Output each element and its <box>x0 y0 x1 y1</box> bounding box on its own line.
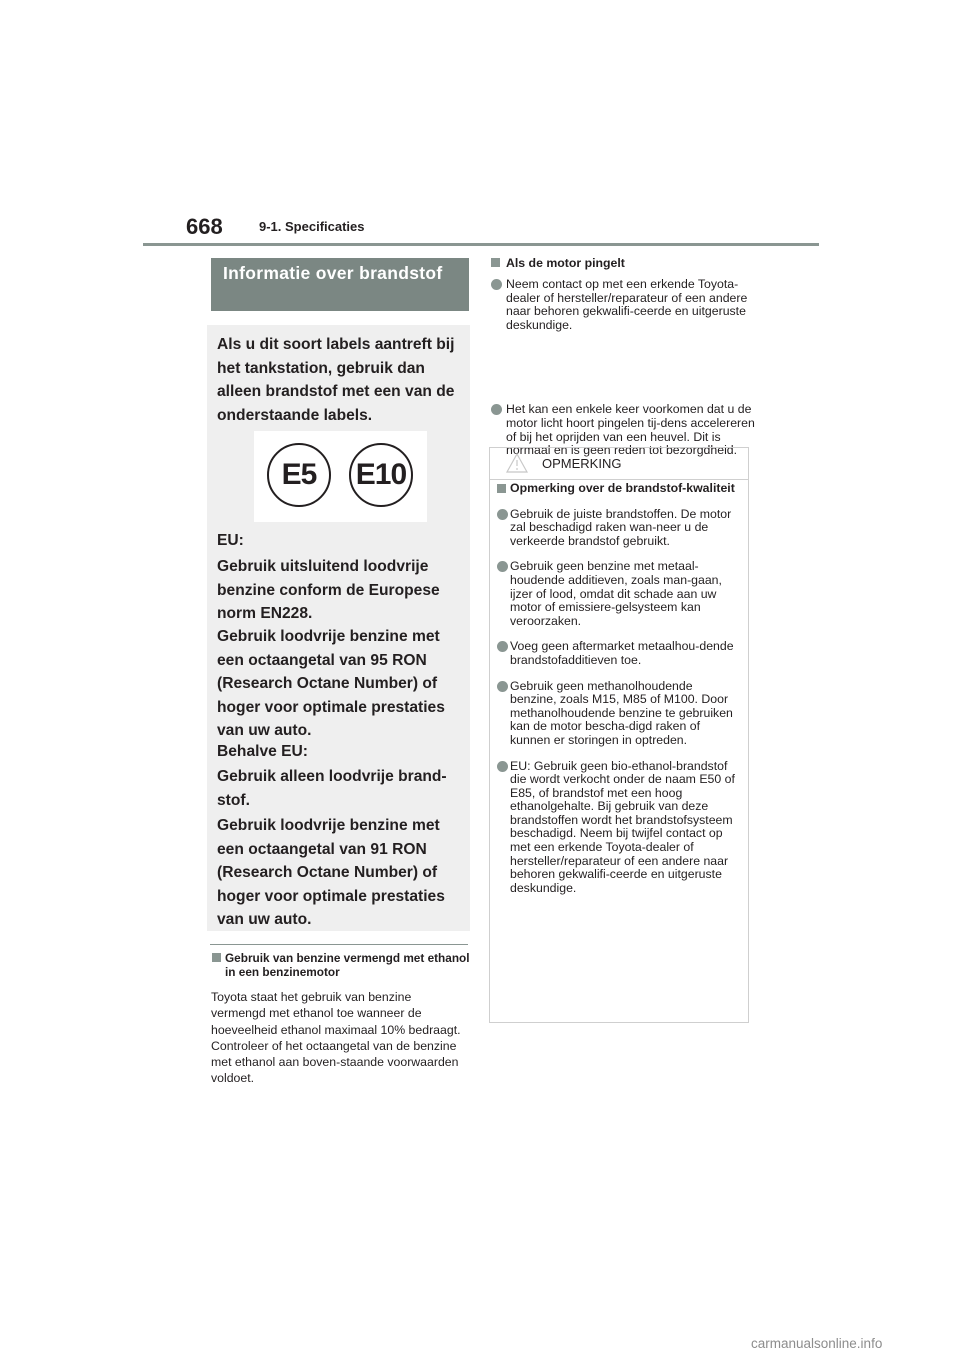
round-bullet-icon <box>497 509 508 520</box>
eu-label: EU: <box>217 532 244 549</box>
e5-label: E5 <box>267 443 331 507</box>
notice-item <box>497 640 742 667</box>
e10-label: E10 <box>349 443 413 507</box>
knock-heading <box>491 256 753 270</box>
ethanol-body: Toyota staat het gebruik van benzine vermengd met ethanol toe wanneer de hoeveelheid ethanol maximaal 10% bedraagt. Controleer of het octaangetal van de benzine met ethanol aan boven-staande voorwaarden voldoet. <box>211 990 461 1086</box>
knock-item <box>491 278 768 332</box>
section-title: 9-1. Specificaties <box>259 219 365 234</box>
notice-title: OPMERKING <box>542 456 622 471</box>
ethanol-rule <box>210 944 468 945</box>
round-bullet-icon <box>491 404 502 415</box>
eu-octane: Gebruik loodvrije benzine met een octaangetal van 95 RON (Research Octane Number) of hoger voor optimale prestaties van uw auto. <box>217 628 445 739</box>
notice-box <box>489 447 749 1023</box>
page-number: 668 <box>186 214 223 239</box>
watermark: carmanualsonline.info <box>751 1336 883 1351</box>
notice-heading <box>497 482 742 496</box>
knock-item-text: Het kan een enkele keer voorkomen dat u de motor licht hoort pingelen tij-dens accelereren of bij het oprijden van een heuvel. Dit is normaal en is geen reden tot bezorgdheid. <box>506 402 755 458</box>
info-lead: Als u dit soort labels aantreft bij het tankstation, gebruik dan alleen brandstof met een van de onderstaande labels. <box>217 336 455 424</box>
notice-item-text: Voeg geen aftermarket metaalhou-dende brandstofadditieven toe. <box>510 639 734 667</box>
notice-item-text: Gebruik de juiste brandstoffen. De motor zal beschadigd raken wan-neer u de verkeerde brandstof gebruikt. <box>510 506 732 548</box>
round-bullet-icon <box>491 279 502 290</box>
info-heading: Informatie over brandstof <box>211 258 469 311</box>
warning-icon <box>506 453 528 473</box>
notice-heading-text: Opmerking over de brandstof-kwaliteit <box>510 481 735 495</box>
ethanol-heading-text: Gebruik van benzine vermengd met ethanol in een benzinemotor <box>225 951 470 979</box>
non-eu-text: Gebruik alleen loodvrije brand-stof. <box>217 768 447 809</box>
square-bullet-icon <box>491 258 500 267</box>
notice-item <box>497 760 742 896</box>
notice-body <box>497 482 742 907</box>
non-eu-octane: Gebruik loodvrije benzine met een octaangetal van 91 RON (Research Octane Number) of hoger voor optimale prestaties van uw auto. <box>217 817 445 928</box>
eu-text: Gebruik uitsluitend loodvrije benzine conform de Europese norm EN228. <box>217 558 440 622</box>
notice-item-text: EU: Gebruik geen bio-ethanol-brandstof die wordt verkocht onder de naam E50 of E85, of brandstof met een hoog ethanolgehalte. Bij gebruik van deze brandstoffen wordt het brandstofsysteem beschadigd. Neem bij twijfel contact op met een erkende Toyota-dealer of hersteller/reparateur of een andere naar behoren gekwalifi-ceerde en uitgeruste deskundige. <box>510 758 735 895</box>
square-bullet-icon <box>212 953 221 962</box>
header-rule <box>143 243 819 246</box>
knock-heading-text: Als de motor pingelt <box>506 256 625 270</box>
notice-item-text: Gebruik geen methanolhoudende benzine, zoals M15, M85 of M100. Door methanolhoudende benzine te gebruiken kan de motor bescha-digd raken of kunnen er storingen in optreden. <box>510 678 733 747</box>
notice-item <box>497 680 742 748</box>
round-bullet-icon <box>497 761 508 772</box>
round-bullet-icon <box>497 681 508 692</box>
notice-item-text: Gebruik geen benzine met metaal-houdende additieven, zoals man-gaan, ijzer of lood, omdat dit schade aan uw motor of emissiere-gelsysteem kan veroorzaken. <box>510 559 722 628</box>
non-eu-label: Behalve EU: <box>217 743 308 760</box>
info-box <box>207 325 470 931</box>
notice-item <box>497 508 742 549</box>
knock-item-text: Neem contact op met een erkende Toyota-dealer of hersteller/reparateur of een andere naar behoren gekwalifi-ceerde en uitgeruste deskundige. <box>506 277 748 332</box>
notice-item <box>497 560 742 628</box>
square-bullet-icon <box>497 484 506 493</box>
ethanol-heading <box>212 951 470 979</box>
notice-header <box>490 448 748 480</box>
fuel-labels-image <box>254 431 427 522</box>
